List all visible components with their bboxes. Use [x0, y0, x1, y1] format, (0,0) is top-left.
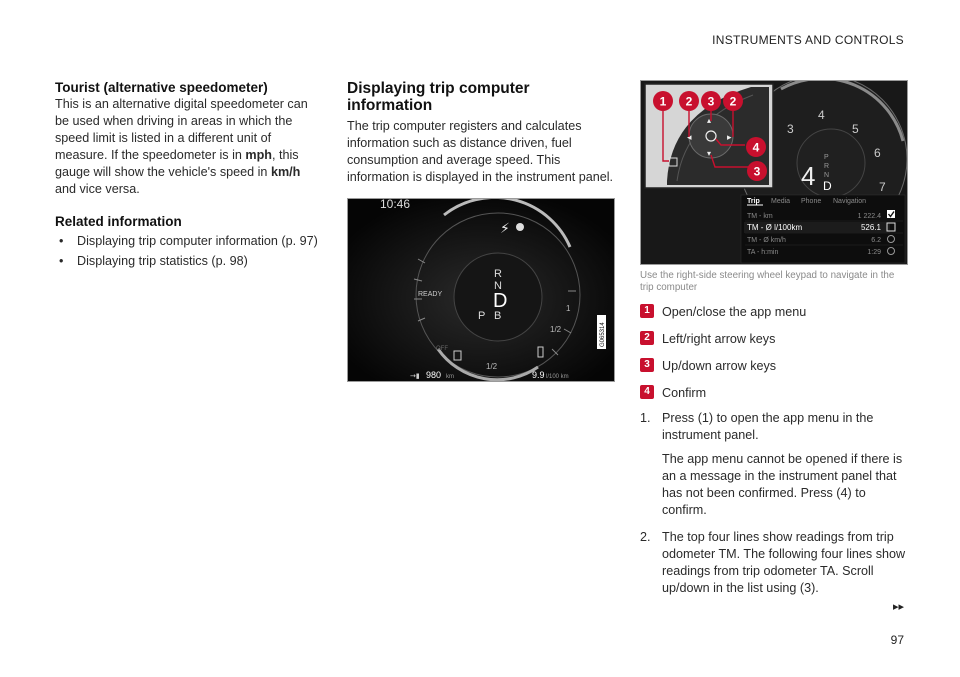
legend-number: 1 [640, 304, 654, 318]
b-indicator: B [494, 310, 502, 322]
callout-2: 2 [685, 94, 693, 109]
lightning-icon: ⚡ [500, 221, 510, 237]
legend-item [640, 358, 910, 375]
gear-r: R [494, 268, 502, 280]
step-text: The top four lines show readings from trip odometer TM. The following four lines show readings from trip odometer TA. Scroll up/down in the list using (3). [662, 530, 906, 595]
tab-trip[interactable]: Trip [747, 198, 760, 205]
tourist-body: This is an alternative digital speedometer can be used when driving in areas in which the speed limit is listed in a different unit of measure. If the speedometer is in mph, this gauge will show the vehicle's speed in km/h and vice versa. [55, 97, 308, 196]
trip-row-value: 6.2 [871, 237, 881, 244]
gear-n: N [494, 280, 502, 292]
tourist-heading: Tourist (alternative speedometer) [55, 80, 268, 95]
unit-mph: mph [245, 148, 272, 162]
instrument-cluster-image [347, 198, 615, 382]
tab-phone[interactable]: Phone [801, 198, 822, 205]
left-arrow-key-icon[interactable]: ◂ [687, 133, 692, 143]
range-arrow-icon: →▮ [410, 372, 420, 380]
speed-tick-5: 5 [852, 122, 859, 136]
page-number: 97 [890, 633, 904, 647]
legend-item [640, 304, 910, 321]
gear-d: D [493, 290, 508, 312]
trip-row-label: TA - h:min [747, 249, 779, 256]
legend-text: Left/right arrow keys [662, 332, 776, 346]
consumption-unit: l/100 km [546, 374, 569, 380]
legend-text: Up/down arrow keys [662, 359, 777, 373]
unit-kmh: km/h [270, 165, 301, 179]
trip-body: The trip computer registers and calculates information such as distance driven, fuel consumption and average speed. This information is displayed in the instrument panel. [347, 119, 614, 184]
legend-item [640, 385, 910, 402]
step-note: The app menu cannot be opened if there is an a message in the instrument panel that has not been confirmed. Press (4) to confirm. [662, 452, 903, 517]
related-link[interactable]: • Displaying trip computer information (p. 97) [59, 234, 318, 248]
tab-media[interactable]: Media [771, 198, 791, 205]
step-number: 1. [640, 411, 651, 425]
legend-number: 3 [640, 358, 654, 372]
prnd-d: D [823, 179, 832, 193]
speed-tick-3: 3 [787, 122, 794, 136]
image-code: G065314 [600, 322, 606, 347]
trip-heading: Displaying trip computer information [347, 80, 530, 114]
range-unit: km [446, 374, 454, 380]
step-number: 2. [640, 530, 651, 544]
trip-row-value: 526.1 [860, 223, 881, 232]
callout-2-right: 2 [729, 94, 737, 109]
tab-navigation[interactable]: Navigation [833, 198, 867, 205]
section-header: INSTRUMENTS AND CONTROLS [712, 33, 904, 47]
tick-half-lower: 1/2 [486, 362, 498, 371]
figure-caption: Use the right-side steering wheel keypad to navigate in the trip computer [640, 270, 895, 293]
step-item [640, 410, 910, 519]
right-arrow-key-icon[interactable]: ▸ [727, 133, 732, 143]
ready-label: READY [418, 291, 443, 298]
trip-row-value: 1 222.4 [857, 213, 881, 220]
tick-half: 1/2 [550, 325, 562, 334]
speed-tick-4: 4 [818, 108, 825, 122]
legend-text: Confirm [662, 386, 707, 400]
step-item [640, 529, 910, 597]
related-heading: Related information [55, 214, 182, 229]
drop-icon [516, 223, 524, 231]
consumption-value: 9.9 [532, 370, 545, 380]
trip-row-label: TM - km [747, 213, 773, 220]
legend-text: Open/close the app menu [662, 305, 807, 319]
steering-keypad-image [640, 80, 908, 265]
off-label: OFF [436, 346, 448, 352]
trip-row-label: TM - Ø l/100km [747, 223, 803, 232]
speed-tick-7: 7 [879, 180, 886, 194]
column-trip-computer [347, 80, 615, 382]
column-tourist [55, 80, 323, 270]
legend-number: 2 [640, 331, 654, 345]
callout-3-lower: 3 [753, 164, 761, 179]
prnd-n: N [824, 172, 830, 179]
up-arrow-key-icon[interactable]: ▴ [707, 116, 712, 125]
next-page-arrows-icon[interactable]: ▸▸ [892, 601, 904, 613]
down-arrow-key-icon[interactable]: ▾ [707, 149, 712, 158]
legend-item [640, 331, 910, 348]
related-link[interactable]: • Displaying trip statistics (p. 98) [59, 254, 248, 268]
callout-3: 3 [707, 94, 715, 109]
callout-4: 4 [752, 140, 760, 155]
current-gear: 4 [801, 161, 816, 191]
callout-1: 1 [659, 94, 667, 109]
legend-number: 4 [640, 385, 654, 399]
range-value: 980 [426, 370, 442, 380]
clock-time: 10:46 [380, 199, 411, 211]
p-indicator: P [478, 310, 486, 322]
trip-row-value: 1:29 [867, 249, 881, 256]
column-keypad [640, 80, 910, 597]
tick-one: 1 [566, 304, 571, 313]
prnd-r: R [824, 163, 830, 170]
speed-tick-6: 6 [874, 146, 881, 160]
prnd-p: P [824, 154, 829, 161]
trip-row-label: TM - Ø km/h [747, 237, 786, 244]
step-text: Press (1) to open the app menu in the instrument panel. [662, 411, 874, 442]
